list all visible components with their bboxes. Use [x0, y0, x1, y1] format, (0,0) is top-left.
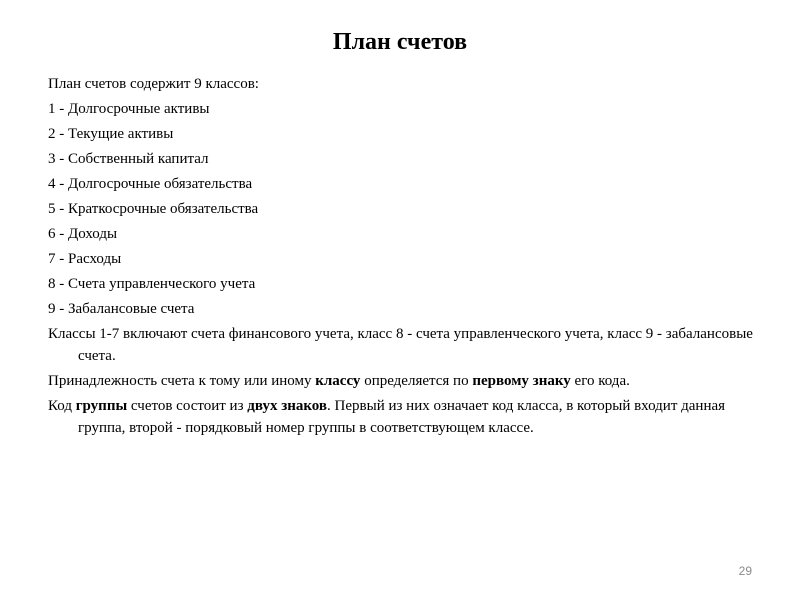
class-determination-paragraph: Принадлежность счета к тому или иному классу определяется по первому знаку его кода.	[48, 373, 630, 389]
class-item: 9 - Забалансовые счета	[48, 301, 195, 317]
class-item: 7 - Расходы	[48, 251, 122, 267]
class-item: 4 - Долгосрочные обязательства	[48, 176, 253, 192]
class-item: 6 - Доходы	[48, 226, 118, 242]
page-number: 29	[738, 564, 752, 578]
class-item: 1 - Долгосрочные активы	[48, 101, 210, 117]
class-item: 2 - Текущие активы	[48, 126, 174, 142]
class-item: 3 - Собственный капитал	[48, 151, 209, 167]
bold-term: первому знаку	[472, 373, 571, 389]
bold-term: группы	[75, 398, 128, 414]
group-code-paragraph: Код группы счетов состоит из двух знаков. Первый из них означает код класса, в который входит данная группа, второй - порядковый номер группы в соответствующем классе.	[48, 398, 726, 436]
class-item: 5 - Краткосрочные обязательства	[48, 201, 259, 217]
intro-line: План счетов содержит 9 классов:	[48, 76, 259, 92]
bold-term: классу	[315, 373, 361, 389]
classes-description: Классы 1-7 включают счета финансового учета, класс 8 - счета управленческого учета, класс 9 - забалансовые счета.	[48, 326, 753, 364]
class-item: 8 - Счета управленческого учета	[48, 276, 256, 292]
bold-term: двух знаков	[247, 398, 328, 414]
slide-body	[48, 72, 758, 439]
slide-title: План счетов	[332, 29, 468, 55]
